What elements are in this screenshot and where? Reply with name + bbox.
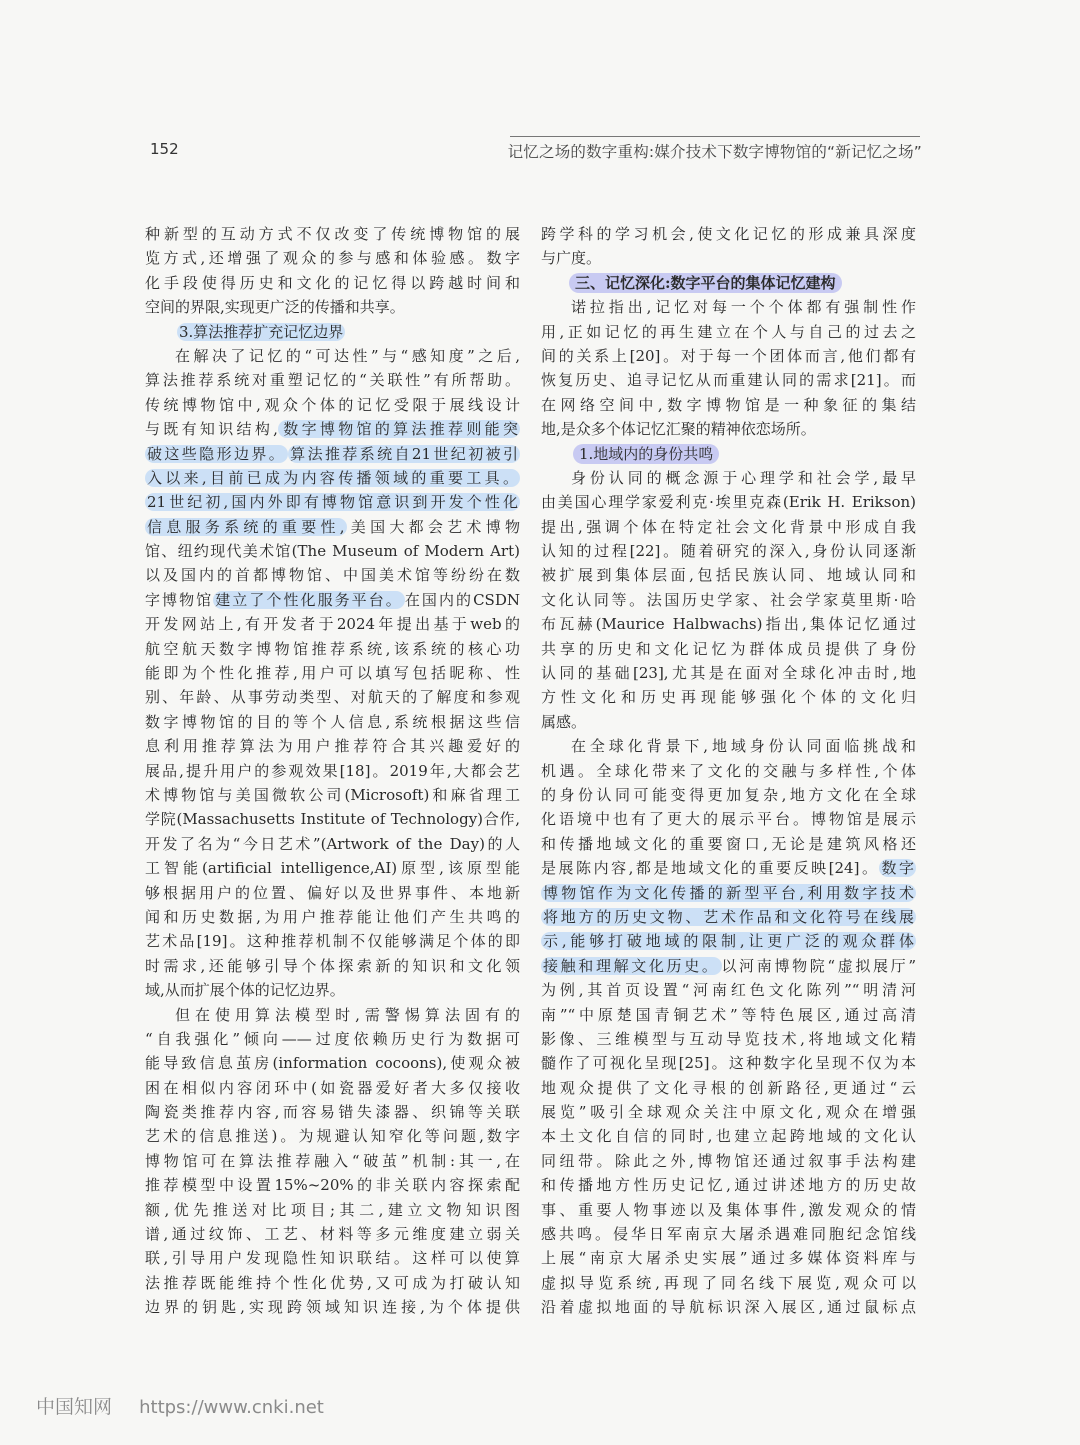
- text-line: 和传播地方性历史记忆,通过讲述地方的历史故: [541, 1176, 916, 1195]
- text-fragment: 以河南博物院“虚拟展厅”: [721, 956, 916, 975]
- text-line: 边界的钥匙,实现跨领域知识连接,为个体提供: [145, 1298, 520, 1317]
- text-line: 够根据用户的位置、偏好以及世界事件、本地新: [145, 883, 520, 902]
- highlight-fragment: 建立了个性化服务平台。: [215, 590, 403, 609]
- text-line: 航空航天数字博物馆推荐系统,该系统的核心功: [145, 639, 520, 658]
- subsection-title: 3.算法推荐扩充记忆边界: [179, 322, 344, 341]
- section-title: 三、记忆深化:数字平台的集体记忆建构: [569, 273, 842, 293]
- highlight-fragment: 将地方的历史文物、艺术作品和文化符号在线展: [543, 907, 914, 926]
- text-line: [541, 881, 916, 905]
- text-line: 学院(Massachusetts Institute of Technology)合作,: [145, 810, 520, 829]
- highlight-fragment: 信息服务系统的重要性,: [147, 517, 345, 536]
- text-line: 息利用推荐算法为用户推荐符合其兴趣爱好的: [145, 737, 520, 756]
- text-line: 身份认同的概念源于心理学和社会学,最早: [571, 468, 916, 487]
- text-line: 沿着虚拟地面的导航标识深入展区,通过鼠标点: [541, 1298, 916, 1317]
- text-line: [145, 515, 520, 539]
- highlight-fragment: 破这些隐形边界。: [147, 444, 287, 463]
- text-line: 数字博物馆的目的等个人信息,系统根据这些信: [145, 712, 520, 731]
- highlight-fragment: 算法推荐系统自21世纪初被引: [290, 444, 518, 463]
- text-line: [541, 856, 916, 880]
- text-line: 地,是众多个体记忆汇聚的精神依恋场所。: [541, 420, 816, 439]
- text-line: 属感。: [541, 712, 587, 731]
- text-fragment: 与既有知识结构,: [145, 420, 278, 439]
- text-line: 认知的过程[22]。随着研究的深入,身份认同逐渐: [541, 542, 916, 561]
- text-line: 影像、三维模型与互动导览技术,将地域文化精: [541, 1029, 916, 1048]
- text-line: [541, 905, 916, 929]
- text-line: 布瓦赫(Maurice Halbwachs)指出,集体记忆通过: [541, 615, 916, 634]
- text-line: 跨学科的学习机会,使文化记忆的形成兼具深度: [541, 225, 916, 243]
- header-rule: [510, 136, 920, 137]
- text-line: “自我强化”倾向——过度依赖历史行为数据可: [145, 1029, 520, 1048]
- text-line: 地观众提供了文化寻根的创新路径,更通过“云: [541, 1078, 916, 1097]
- text-line: 艺术的信息推送)。为规避认知窄化等问题,数字: [145, 1127, 520, 1146]
- text-line: 被扩展到集体层面,包括民族认同、地域认同和: [541, 566, 916, 585]
- text-line: 以及国内的首都博物馆、中国美术馆等纷纷在数: [145, 566, 520, 585]
- text-line: 览方式,还增强了观众的参与感和体验感。数字: [145, 249, 520, 268]
- subsection-heading: [145, 320, 520, 344]
- text-fragment: 是展陈内容,都是地域文化的重要反映[24]。: [541, 859, 880, 878]
- running-title: 记忆之场的数字重构:媒介技术下数字博物馆的“新记忆之场”: [507, 143, 922, 161]
- right-column: [541, 222, 916, 1320]
- text-fragment: 字博物馆: [145, 590, 214, 609]
- text-line: 能即为个性化推荐,用户可以填写包括昵称、性: [145, 664, 520, 683]
- highlight-fragment: 数字博物馆的算法推荐则能突: [279, 420, 518, 439]
- text-line: 南”“中原楚国青铜艺术”等特色展区,通过高清: [541, 1005, 916, 1024]
- text-line: 为例,其首页设置“河南红色文化陈列”“明清河: [541, 981, 916, 1000]
- text-line: 提出,强调个体在特定社会文化背景中形成自我: [541, 517, 916, 536]
- text-line: 馆、纽约现代美术馆(The Museum of Modern Art): [145, 542, 520, 561]
- text-line: 工智能(artificial intelligence,AI)原型,该原型能: [145, 859, 520, 878]
- text-line: [145, 466, 520, 490]
- text-line: 和传播地域文化的重要窗口,无论是建筑风格还: [541, 834, 916, 853]
- highlight-fragment: 入以来,目前已成为内容传播领域的重要工具。: [147, 468, 518, 487]
- text-line: 陶瓷类推荐内容,而容易错失漆器、织锦等关联: [145, 1103, 520, 1122]
- text-line: 机遇。全球化带来了文化的交融与多样性,个体: [541, 761, 916, 780]
- text-line: 髓作了可视化呈现[25]。这种数字化呈现不仅为本: [541, 1054, 916, 1073]
- text-line: 虚拟导览系统,再现了同名线下展览,观众可以: [541, 1273, 916, 1292]
- text-fragment: 美国大都会艺术博物: [346, 517, 520, 536]
- text-line: 与广度。: [541, 249, 602, 268]
- text-line: 艺术品[19]。这种推荐机制不仅能够满足个体的即: [145, 932, 520, 951]
- text-line: 额,优先推送对比项目;其二,建立文物知识图: [145, 1200, 520, 1219]
- text-line: 化手段使得历史和文化的记忆得以跨越时间和: [145, 273, 520, 292]
- text-line: 同纽带。除此之外,博物馆还通过叙事手法构建: [541, 1151, 916, 1170]
- text-line: 闻和历史数据,为用户推荐能让他们产生共鸣的: [145, 907, 520, 926]
- text-line: 能导致信息茧房(information cocoons),使观众被: [145, 1054, 520, 1073]
- text-line: 展品,提升用户的参观效果[18]。2019年,大都会艺: [145, 761, 520, 780]
- text-line: 感共鸣。侵华日军南京大屠杀遇难同胞纪念馆线: [541, 1225, 916, 1244]
- text-line: 展览”吸引全球观众关注中原文化,观众在增强: [541, 1103, 916, 1122]
- text-line: [145, 588, 520, 612]
- text-line: 别、年龄、从事劳动类型、对航天的了解度和参观: [145, 688, 520, 707]
- text-line: 在解决了记忆的“可达性”与“感知度”之后,: [175, 346, 520, 365]
- text-line: 方性文化和历史再现能够强化个体的文化归: [541, 688, 916, 707]
- page-number: 152: [150, 140, 179, 158]
- text-line: 谱,通过纹饰、工艺、材料等多元维度建立弱关: [145, 1225, 520, 1244]
- text-line: 文化认同等。法国历史学家、社会学家莫里斯·哈: [541, 590, 916, 609]
- text-line: 事、重要人物事迹以及集体事件,激发观众的情: [541, 1200, 916, 1219]
- text-line: 开发了名为“今日艺术”(Artwork of the Day)的人: [145, 834, 520, 853]
- text-line: 时需求,还能够引导个体探索新的知识和文化领: [145, 956, 520, 975]
- section-heading: [541, 271, 916, 295]
- text-line: [541, 929, 916, 953]
- text-line: 空间的界限,实现更广泛的传播和共享。: [145, 298, 405, 317]
- text-line: 联,引导用户发现隐性知识联结。这样可以使算: [145, 1249, 520, 1268]
- text-line: 间的关系上[20]。对于每一个团体而言,他们都有: [541, 346, 916, 365]
- highlight-fragment: 博物馆作为文化传播的新型平台,利用数字技术: [543, 883, 914, 902]
- text-line: [145, 417, 520, 441]
- subsection-heading: [541, 442, 916, 466]
- text-line: 但在使用算法模型时,需警惕算法固有的: [175, 1005, 520, 1024]
- text-line: 本土文化自信的同时,也建立起跨地域的文化认: [541, 1127, 916, 1146]
- text-line: 认同的基础[23],尤其是在面对全球化冲击时,地: [541, 664, 916, 683]
- text-line: 推荐模型中设置15%~20%的非关联内容探索配: [145, 1176, 520, 1195]
- text-line: 在全球化背景下,地域身份认同面临挑战和: [571, 737, 916, 756]
- text-line: 诺拉指出,记忆对每一个个体都有强制性作: [571, 298, 916, 317]
- text-line: 用,正如记忆的再生建立在个人与自己的过去之: [541, 322, 916, 341]
- highlight-fragment: 接触和理解文化历史。: [543, 956, 720, 975]
- highlight-fragment: 示,能够打破地域的限制,让更广泛的观众群体: [543, 932, 914, 951]
- text-line: 种新型的互动方式不仅改变了传统博物馆的展: [145, 225, 520, 243]
- text-line: 传统博物馆中,观众个体的记忆受限于展线设计: [145, 395, 520, 414]
- text-line: 化语境中也有了更大的展示平台。博物馆是展示: [541, 810, 916, 829]
- text-line: 博物馆可在算法推荐融入“破茧”机制:其一,在: [145, 1151, 520, 1170]
- text-line: 困在相似内容闭环中(如瓷器爱好者大多仅接收: [145, 1078, 520, 1097]
- text-line: [541, 954, 916, 978]
- footer-watermark: [36, 1392, 324, 1419]
- text-line: 算法推荐系统对重塑记忆的“关联性”有所帮助。: [145, 371, 520, 390]
- text-fragment: 在国内的CSDN: [404, 590, 520, 609]
- subsection-title: 1.地域内的身份共鸣: [573, 444, 719, 464]
- cnki-url[interactable]: https://www.cnki.net: [139, 1397, 324, 1418]
- text-line: [145, 490, 520, 514]
- text-line: 域,从而扩展个体的记忆边界。: [145, 981, 345, 1000]
- text-line: 在网络空间中,数字博物馆是一种象征的集结: [541, 395, 916, 414]
- text-line: 的身份认同可能变得更加复杂,地方文化在全球: [541, 785, 916, 804]
- text-line: 术博物馆与美国微软公司(Microsoft)和麻省理工: [145, 785, 520, 804]
- text-line: 共享的历史和文化记忆为群体成员提供了身份: [541, 639, 916, 658]
- highlight-fragment: 21世纪初,国内外即有博物馆意识到开发个性化: [147, 493, 518, 512]
- highlight-fragment: 数字: [881, 859, 914, 878]
- text-line: 法推荐既能维持个性化优势,又可成为打破认知: [145, 1273, 520, 1292]
- left-column: [145, 222, 520, 1320]
- text-line: 上展“南京大屠杀史实展”通过多媒体资料库与: [541, 1249, 916, 1268]
- cnki-brand: 中国知网: [36, 1396, 113, 1418]
- text-line: [145, 442, 520, 466]
- text-line: 开发网站上,有开发者于2024年提出基于web的: [145, 615, 520, 634]
- text-line: 恢复历史、追寻记忆从而重建认同的需求[21]。而: [541, 371, 916, 390]
- text-line: 由美国心理学家爱利克·埃里克森(Erik H. Erikson): [541, 493, 916, 512]
